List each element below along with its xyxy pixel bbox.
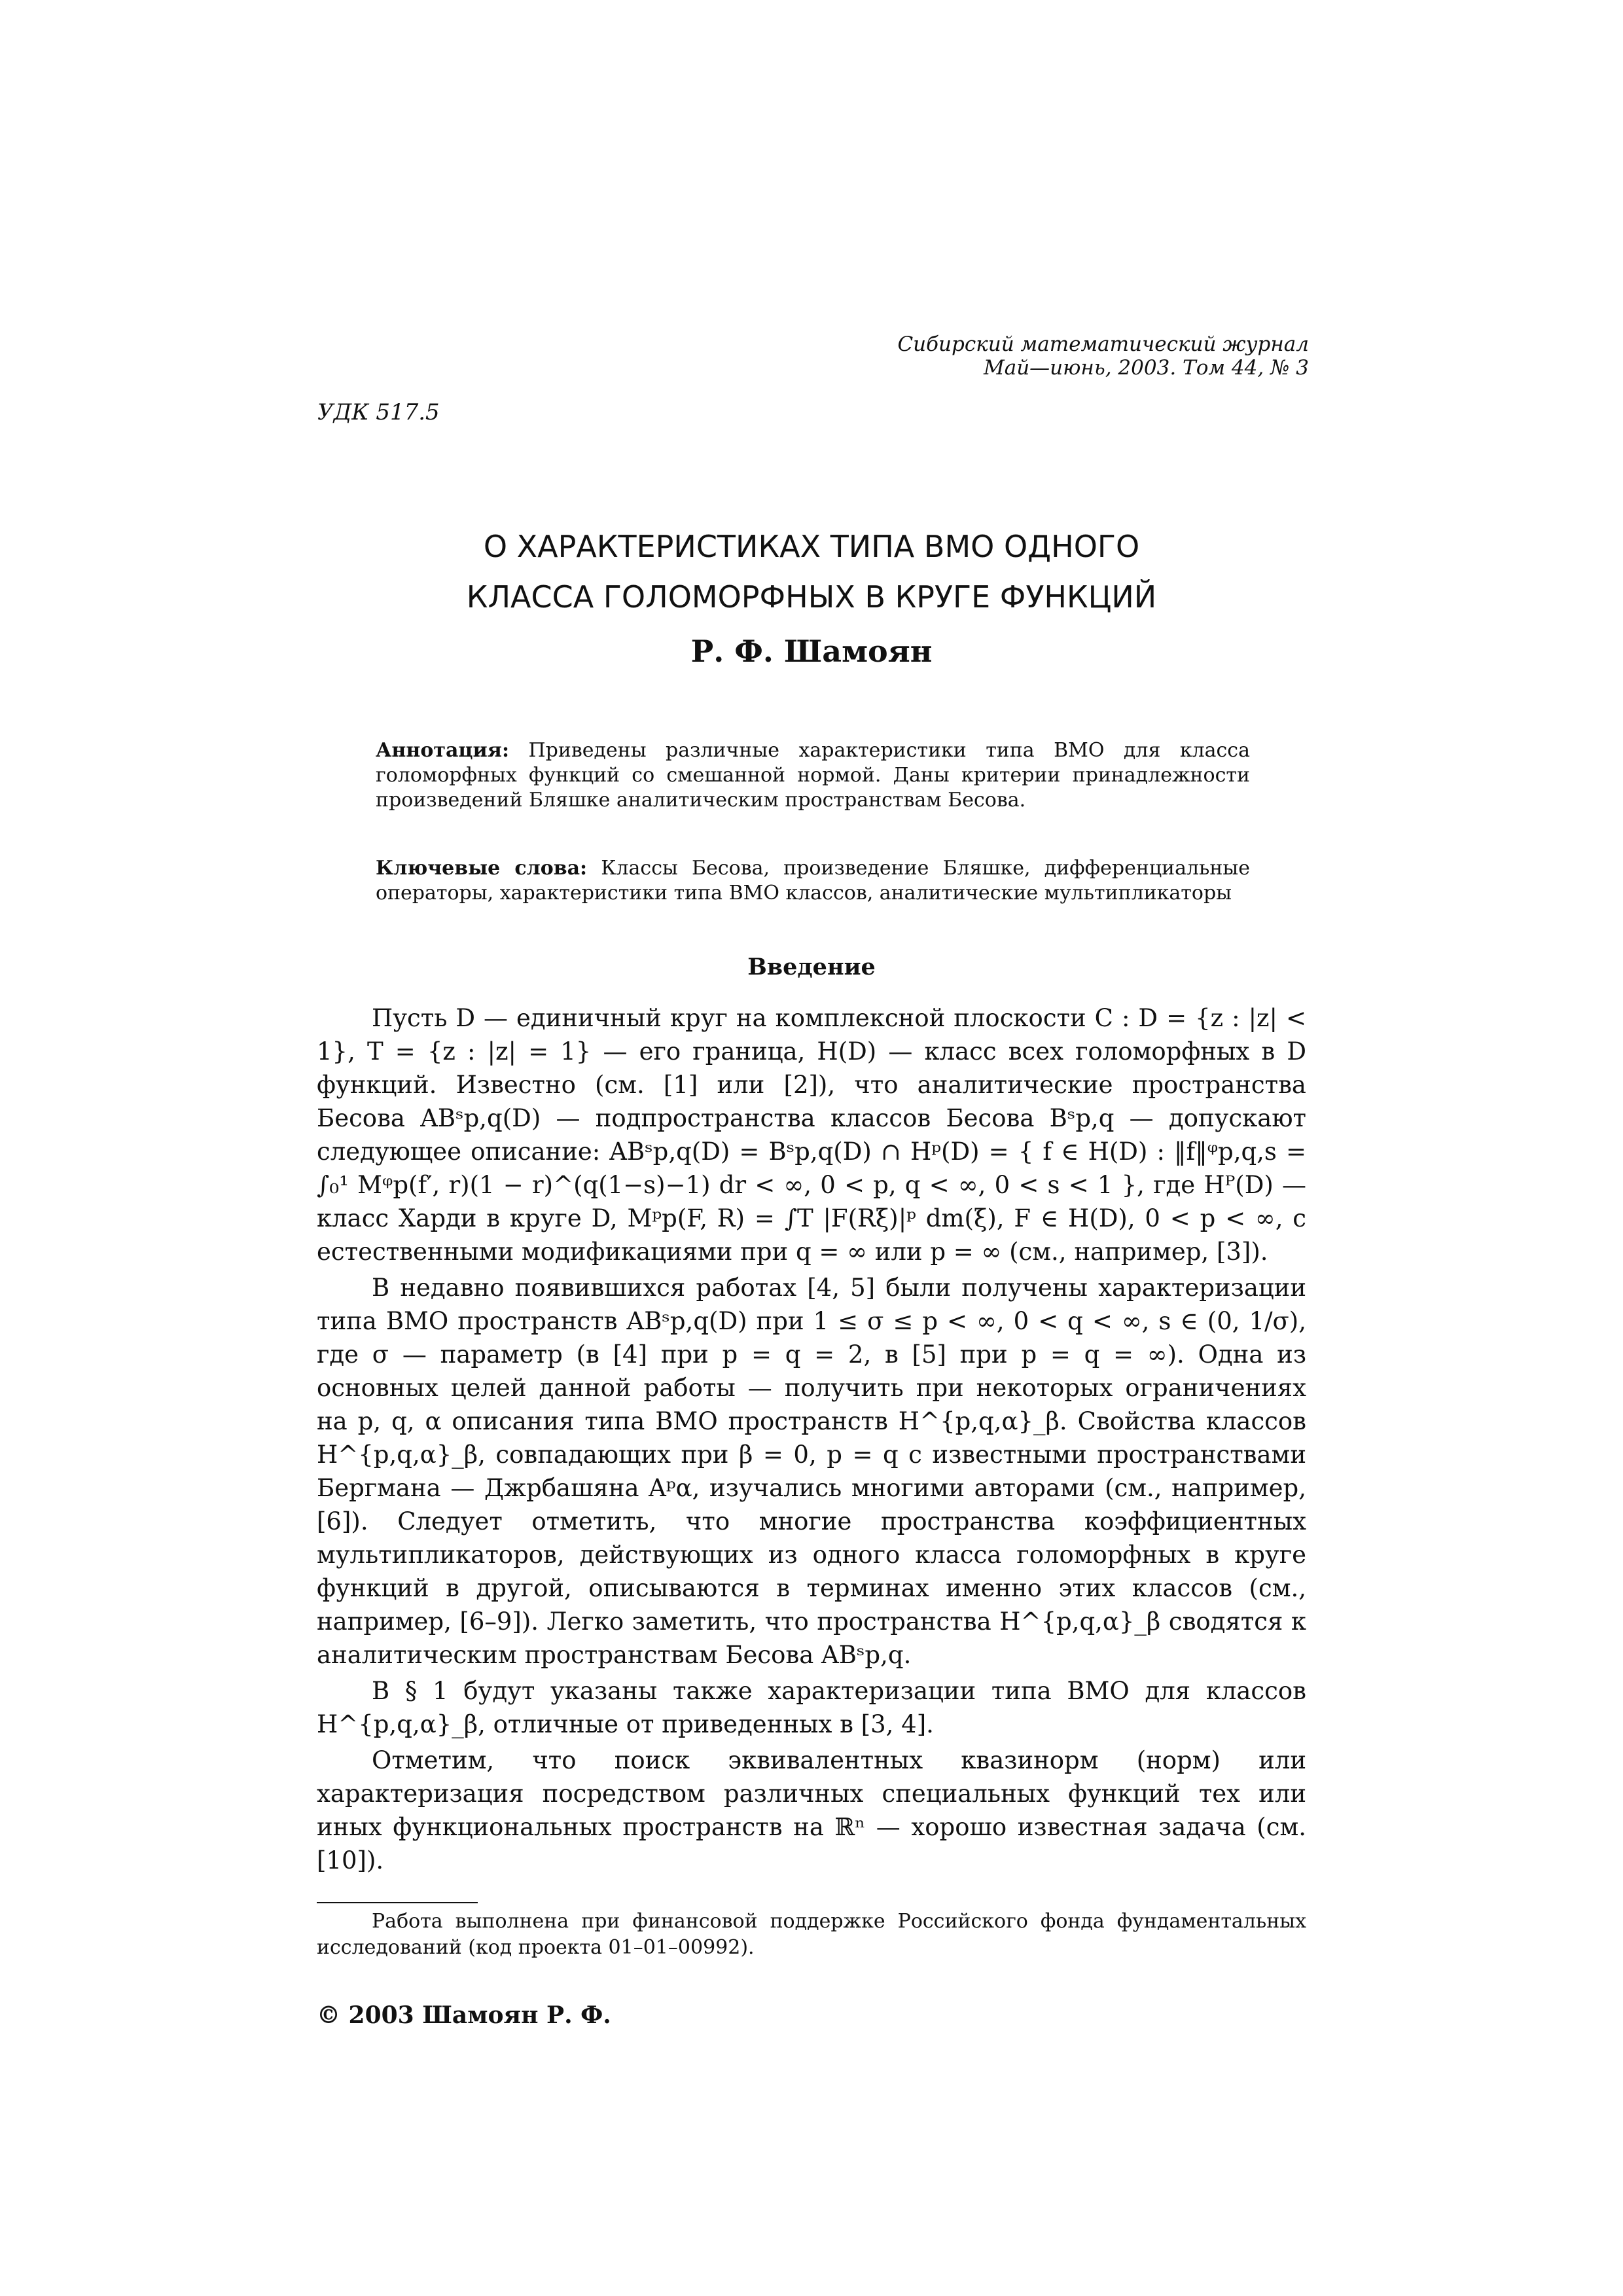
footnote: Работа выполнена при финансовой поддержке Российского фонда фундаментальных исследований (код проекта 01–01–00992). <box>317 1910 1306 1959</box>
keywords-text: Классы Бесова, произведение Бляшке, дифференциальные операторы, характеристики типа BMO классов, аналитические мультипликаторы <box>376 857 1251 905</box>
abstract <box>376 738 1250 813</box>
paragraph: В недавно появившихся работах [4, 5] были получены характеризации типа BMO пространств ABˢp,q(D) при 1 ≤ σ ≤ p < ∞, 0 < q < ∞, s ∈ (0, 1/σ), где σ — параметр (в [4] при p = q = 2, в [5] при p = q = ∞). Одна из основных целей данной работы — получить при некоторых ограничениях на p, q, α описания типа BMO пространств H^{p,q,α}_β. Свойства классов H^{p,q,α}_β, совпадающих при β = 0, p = q с известными пространствами Бергмана — Джрбашяна Aᵖα, изучались многими авторами (см., например, [6]). Следует отметить, что многие пространства коэффициентных мультипликаторов, действующих из одного класса голоморфных в круге функций в другой, описываются в терминах именно этих классов (см., например, [6–9]). Легко заметить, что пространства H^{p,q,α}_β сводятся к аналитическим пространствам Бесова ABˢp,q. <box>317 1274 1306 1669</box>
body-text <box>317 1001 1306 1880</box>
abstract-text: Приведены различные характеристики типа BMO для класса голоморфных функций со смешанной нормой. Даны критерии принадлежности произведений Бляшке аналитическим пространствам Бесова. <box>376 739 1250 812</box>
copyright: © 2003 Шамоян Р. Ф. <box>317 2001 611 2029</box>
paper-title-line-2: КЛАССА ГОЛОМОРФНЫХ В КРУГЕ ФУНКЦИЙ <box>466 579 1157 615</box>
paragraph: Отметим, что поиск эквивалентных квазинорм (норм) или характеризация посредством различных специальных функций тех или иных функциональных пространств на ℝⁿ — хорошо известная задача (см. [10]). <box>317 1746 1306 1874</box>
journal-issue: Май—июнь, 2003. Том 44, № 3 <box>983 356 1309 380</box>
footnote-divider <box>317 1902 478 1903</box>
abstract-label: Аннотация: <box>376 739 510 762</box>
section-title: Введение <box>747 954 876 980</box>
journal-name: Сибирский математический журнал <box>897 332 1309 356</box>
journal-header <box>897 332 1309 380</box>
paragraph: В § 1 будут указаны также характеризации типа BMO для классов H^{p,q,α}_β, отличные от приведенных в [3, 4]. <box>317 1677 1306 1738</box>
paper-title-line-1: О ХАРАКТЕРИСТИКАХ ТИПА BMO ОДНОГО <box>483 529 1140 564</box>
author: Р. Ф. Шамоян <box>690 634 933 669</box>
udk-code: УДК 517.5 <box>317 399 440 425</box>
paragraph: Пусть D — единичный круг на комплексной плоскости C : D = {z : |z| < 1}, T = {z : |z| = 1} — его граница, H(D) — класс всех голоморфных в D функций. Известно (см. [1] или [2]), что аналитические пространства Бесова ABˢp,q(D) — подпространства классов Бесова Bˢp,q — допускают следующее описание: ABˢp,q(D) = Bˢp,q(D) ∩ Hᵖ(D) = { f ∈ H(D) : ‖f‖ᵠp,q,s = ∫₀¹ Mᵠp(f′, r)(1 − r)^(q(1−s)−1) dr < ∞, 0 < p, q < ∞, 0 < s < 1 }, где Hᴾ(D) — класс Харди в круге D, Mᵖp(F, R) = ∫T |F(Rξ)|ᵖ dm(ξ), F ∈ H(D), 0 < p < ∞, с естественными модификациями при q = ∞ или p = ∞ (см., например, [3]). <box>317 1004 1306 1266</box>
keywords-label: Ключевые слова: <box>376 857 588 880</box>
keywords <box>376 856 1250 906</box>
